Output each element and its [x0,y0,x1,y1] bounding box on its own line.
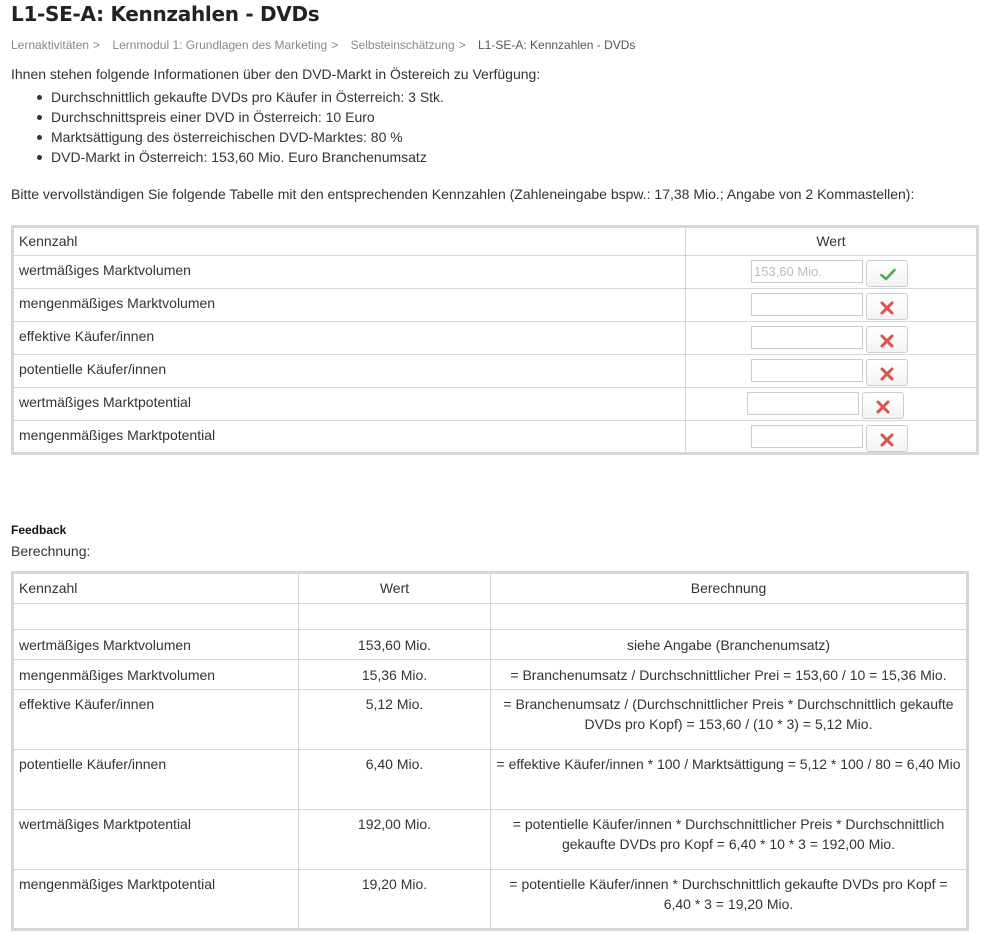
empty-cell [299,604,491,630]
quiz-row-input-cell [686,421,978,454]
feedback-row-calc: = potentielle Käufer/innen * Durchschnittlicher Preis * Durchschnittlich gekaufte DVDs pro Kopf = 6,40 * 10 * 3 = 192,00 Mio. [491,810,968,870]
check-button[interactable] [866,260,908,287]
feedback-row-value: 15,36 Mio. [299,660,491,690]
feedback-row-label: effektive Käufer/innen [13,690,299,750]
breadcrumb-link-selbsteinschaetzung[interactable]: Selbsteinschätzung [350,38,455,52]
cross-icon [880,334,894,348]
quiz-row [13,355,978,388]
feedback-row-value: 19,20 Mio. [299,870,491,930]
feedback-row [13,690,968,750]
answer-input-wert-marktpotential[interactable] [747,392,859,415]
feedback-row-label: mengenmäßiges Marktvolumen [13,660,299,690]
cross-icon [880,433,894,447]
quiz-row [13,289,978,322]
check-button[interactable] [866,326,908,353]
feedback-row-value: 192,00 Mio. [299,810,491,870]
quiz-row-label: mengenmäßiges Marktvolumen [13,289,686,322]
feedback-row-calc: = Branchenumsatz / Durchschnittlicher Prei = 153,60 / 10 = 15,36 Mio. [491,660,968,690]
checkmark-icon [880,268,896,281]
feedback-row-calc: = effektive Käufer/innen * 100 / Marktsättigung = 5,12 * 100 / 80 = 6,40 Mio [491,750,968,810]
header-wert: Wert [686,227,978,256]
header-kennzahl: Kennzahl [13,573,299,604]
quiz-row [13,256,978,289]
feedback-row-label: potentielle Käufer/innen [13,750,299,810]
answer-input-effektive-kaeufer[interactable] [751,326,863,349]
cross-icon [880,367,894,381]
quiz-table [11,225,979,455]
feedback-row-calc: = Branchenumsatz / (Durchschnittlicher Preis * Durchschnittlich gekaufte DVDs pro Kopf) = 153,60 / (10 * 3) = 5,12 Mio. [491,690,968,750]
facts-list [31,87,444,167]
feedback-row-value: 6,40 Mio. [299,750,491,810]
quiz-row-input-cell [686,322,978,355]
quiz-row [13,421,978,454]
instruction-text: Bitte vervollständigen Sie folgende Tabelle mit den entsprechenden Kennzahlen (Zahleneingabe bspw.: 17,38 Mio.; Angabe von 2 Kommastellen): [11,186,915,202]
breadcrumb-separator: > [331,38,339,52]
quiz-row-input-cell [686,289,978,322]
feedback-row-label: mengenmäßiges Marktpotential [13,870,299,930]
fact-item: Durchschnittlich gekaufte DVDs pro Käufer in Österreich: 3 Stk. [31,87,444,107]
empty-cell [13,604,299,630]
feedback-row-calc: siehe Angabe (Branchenumsatz) [491,630,968,660]
quiz-header-row [13,227,978,256]
quiz-row [13,322,978,355]
answer-input-menge-marktvolumen[interactable] [751,293,863,316]
feedback-row [13,870,968,930]
answer-input-potentielle-kaeufer[interactable] [751,359,863,382]
berechnung-label: Berechnung: [11,543,91,559]
breadcrumb-link-lernaktivitaeten[interactable]: Lernaktivitäten [11,38,90,52]
quiz-row [13,388,978,421]
cross-icon [876,400,890,414]
header-kennzahl: Kennzahl [13,227,686,256]
feedback-row-calc: = potentielle Käufer/innen * Durchschnittlich gekaufte DVDs pro Kopf = 6,40 * 3 = 19,20 Mio. [491,870,968,930]
feedback-row-value: 153,60 Mio. [299,630,491,660]
quiz-row-input-cell [686,355,978,388]
check-button[interactable] [866,425,908,452]
answer-input-menge-marktpotential[interactable] [751,425,863,448]
check-button[interactable] [866,359,908,386]
page-title: L1-SE-A: Kennzahlen - DVDs [11,2,320,26]
feedback-empty-row [13,604,968,630]
feedback-row [13,630,968,660]
breadcrumb-link-lernmodul[interactable]: Lernmodul 1: Grundlagen des Marketing [112,38,328,52]
quiz-row-label: wertmäßiges Marktpotential [13,388,686,421]
cross-icon [880,301,894,315]
feedback-table [11,571,969,931]
breadcrumb-separator: > [93,38,101,52]
feedback-header-row [13,573,968,604]
quiz-row-input-cell [686,388,978,421]
empty-cell [491,604,968,630]
breadcrumb-separator: > [458,38,466,52]
breadcrumb [11,38,635,52]
feedback-heading: Feedback [11,523,67,537]
answer-input-wert-marktvolumen[interactable] [751,260,863,283]
header-wert: Wert [299,573,491,604]
fact-item: DVD-Markt in Österreich: 153,60 Mio. Euro Branchenumsatz [31,147,444,167]
fact-item: Durchschnittspreis einer DVD in Österreich: 10 Euro [31,107,444,127]
quiz-row-label: wertmäßiges Marktvolumen [13,256,686,289]
breadcrumb-current: L1-SE-A: Kennzahlen - DVDs [478,38,636,52]
quiz-row-label: mengenmäßiges Marktpotential [13,421,686,454]
feedback-row-label: wertmäßiges Marktpotential [13,810,299,870]
check-button[interactable] [862,392,904,419]
feedback-row [13,750,968,810]
header-berechnung: Berechnung [491,573,968,604]
feedback-row-label: wertmäßiges Marktvolumen [13,630,299,660]
check-button[interactable] [866,293,908,320]
feedback-row [13,660,968,690]
quiz-row-label: potentielle Käufer/innen [13,355,686,388]
intro-text: Ihnen stehen folgende Informationen über den DVD-Markt in Östereich zu Verfügung: [11,66,541,82]
fact-item: Marktsättigung des österreichischen DVD-Marktes: 80 % [31,127,444,147]
feedback-row [13,810,968,870]
quiz-row-input-cell [686,256,978,289]
feedback-row-value: 5,12 Mio. [299,690,491,750]
quiz-row-label: effektive Käufer/innen [13,322,686,355]
